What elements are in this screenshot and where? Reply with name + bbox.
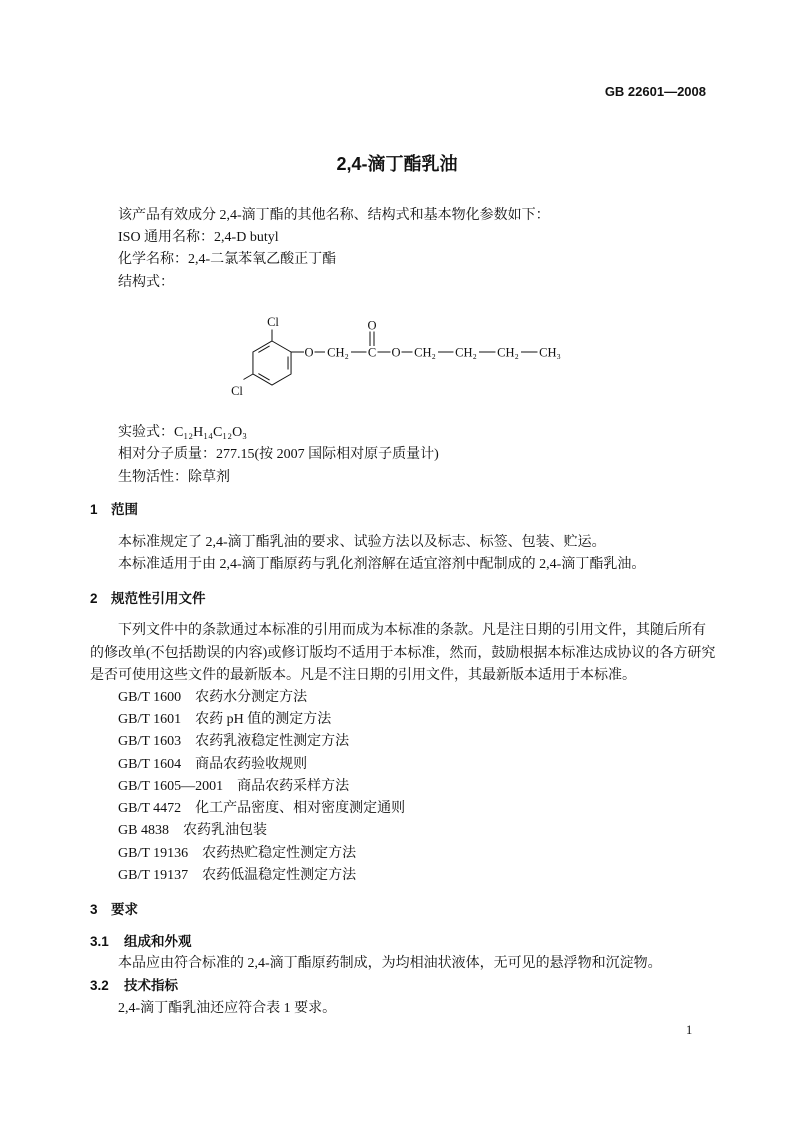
- paragraph: 本标准适用于由 2,4-滴丁酯原药与乳化剂溶解在适宜溶剂中配制成的 2,4-滴丁酯乳油。: [118, 557, 646, 572]
- section-1-heading: [90, 499, 138, 521]
- section-number: 1: [90, 502, 98, 517]
- ring-double-bond: [258, 374, 269, 381]
- reference-code: GB/T 1601: [118, 712, 182, 727]
- reference-code: GB/T 1600: [118, 690, 182, 705]
- structure-label: 结构式：: [118, 275, 174, 290]
- methylene-label: CH₂: [327, 345, 349, 360]
- ether-oxygen-label: O: [304, 345, 314, 360]
- section-number: 3: [90, 902, 98, 917]
- paragraph: 本品应由符合标准的 2,4-滴丁酯原药制成，为均相油状液体，无可见的悬浮物和沉淀物。: [118, 956, 662, 971]
- molecular-mass: 相对分子质量：277.15(按 2007 国际相对原子质量计): [118, 447, 439, 462]
- section-3-heading: [90, 899, 138, 921]
- reference-item: [118, 865, 356, 887]
- reference-title: 化工产品密度、相对密度测定通则: [195, 801, 406, 816]
- section-2-heading: [90, 588, 206, 610]
- reference-title: 商品农药验收规则: [195, 757, 308, 772]
- subsection-number: 3.1: [90, 934, 109, 949]
- reference-code: GB/T 4472: [118, 801, 182, 816]
- subsection-number: 3.2: [90, 978, 109, 993]
- page-number: 1: [686, 1023, 693, 1037]
- methyl-label: CH₃: [539, 345, 561, 360]
- reference-title: 农药热贮稳定性测定方法: [202, 846, 357, 861]
- methylene-label: CH₂: [414, 345, 436, 360]
- reference-code: GB/T 1604: [118, 757, 182, 772]
- reference-title: 农药低温稳定性测定方法: [202, 868, 357, 883]
- subsection-title: 组成和外观: [124, 934, 192, 949]
- subsection-title: 技术指标: [124, 978, 178, 993]
- subsection-3-1-heading: [90, 931, 192, 953]
- intro-lead: 该产品有效成分 2,4-滴丁酯的其他名称、结构式和基本物化参数如下：: [118, 208, 550, 223]
- ester-oxygen-label: O: [391, 345, 401, 360]
- reference-code: GB/T 1605—2001: [118, 779, 224, 794]
- methylene-label: CH₂: [455, 345, 477, 360]
- paragraph-line: 的修改单(不包括勘误的内容)或修订版均不适用于本标准，然而，鼓励根据本标准达成协议的各方研究: [90, 646, 716, 661]
- biological-activity: 生物活性：除草剂: [118, 470, 230, 485]
- section-title: 要求: [111, 902, 138, 917]
- reference-code: GB/T 1603: [118, 734, 182, 749]
- carbonyl-carbon-label: C: [367, 345, 377, 360]
- carbonyl-oxygen-label: O: [367, 318, 377, 333]
- benzene-ring: [253, 341, 291, 385]
- reference-item: [118, 776, 349, 798]
- reference-title: 农药 pH 值的测定方法: [195, 712, 332, 727]
- bond-ring-cl-para: [244, 374, 253, 380]
- reference-item: [118, 709, 331, 731]
- reference-title: 农药水分测定方法: [195, 690, 308, 705]
- atom-labels: [231, 315, 561, 398]
- reference-item: [118, 820, 267, 842]
- structural-formula-diagram: [220, 305, 580, 405]
- subsection-3-2-heading: [90, 975, 178, 997]
- reference-title: 商品农药采样方法: [237, 779, 350, 794]
- reference-title: 农药乳油包装: [182, 823, 267, 838]
- reference-code: GB 4838: [118, 823, 169, 838]
- paragraph: 2,4-滴丁酯乳油还应符合表 1 要求。: [118, 1001, 337, 1016]
- chemical-name: 化学名称：2,4-二氯苯氧乙酸正丁酯: [118, 252, 337, 267]
- reference-title: 农药乳液稳定性测定方法: [195, 734, 350, 749]
- reference-code: GB/T 19137: [118, 868, 189, 883]
- reference-item: [118, 798, 405, 820]
- chlorine-para-label: Cl: [231, 384, 243, 398]
- iso-common-name: ISO 通用名称：2,4-D butyl: [118, 230, 279, 245]
- section-title: 范围: [111, 502, 138, 517]
- section-number: 2: [90, 591, 98, 606]
- ring-double-bond: [258, 346, 269, 353]
- ring-outline: [253, 341, 291, 385]
- document-title: 2,4-滴丁酯乳油: [336, 154, 458, 174]
- paragraph: 本标准规定了 2,4-滴丁酯乳油的要求、试验方法以及标志、标签、包装、贮运。: [118, 535, 606, 550]
- reference-item: [118, 731, 349, 753]
- empirical-formula: 实验式：C₁₂H₁₄C₁₂O₃: [118, 425, 248, 440]
- paragraph-line: 是否可使用这些文件的最新版本。凡是不注日期的引用文件，其最新版本适用于本标准。: [90, 668, 636, 683]
- paragraph-line: 下列文件中的条款通过本标准的引用而成为本标准的条款。凡是注日期的引用文件，其随后所有: [118, 623, 706, 638]
- reference-item: [118, 687, 307, 709]
- chlorine-ortho-label: Cl: [267, 315, 279, 329]
- reference-item: [118, 754, 307, 776]
- reference-code: GB/T 19136: [118, 846, 189, 861]
- reference-item: [118, 843, 356, 865]
- methylene-label: CH₂: [497, 345, 519, 360]
- standard-code: GB 22601—2008: [604, 84, 706, 99]
- section-title: 规范性引用文件: [111, 591, 206, 606]
